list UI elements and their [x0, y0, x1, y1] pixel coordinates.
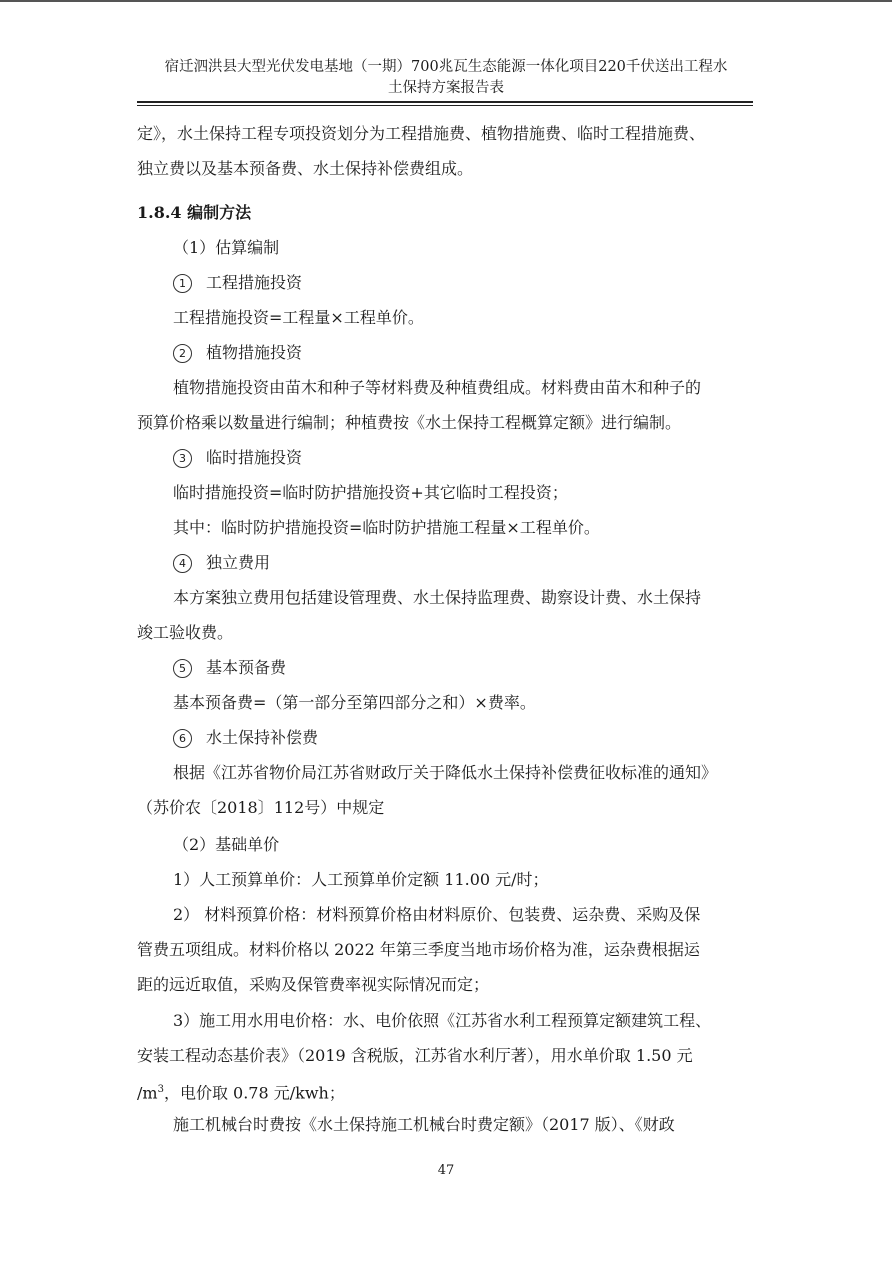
header-rule-thick: [137, 101, 753, 103]
header-line-2: 土保持方案报告表: [388, 80, 504, 96]
text-line: 距的远近取值，采购及保管费率视实际情况而定；: [137, 975, 490, 994]
text-line: （苏价农〔2018〕112号）中规定: [137, 798, 385, 817]
text-line: 竣工验收费。: [137, 623, 234, 642]
text-line: 工程措施投资=工程量×工程单价。: [173, 308, 424, 327]
text-line: 预算价格乘以数量进行编制；种植费按《水土保持工程概算定额》进行编制。: [137, 413, 682, 432]
top-border: [0, 0, 892, 2]
text-line: 其中：临时防护措施投资=临时防护措施工程量×工程单价。: [173, 518, 600, 537]
text-line: 安装工程动态基价表》（2019 含税版，江苏省水利厅著），用水单价取 1.50 元: [137, 1046, 693, 1065]
page-number: 47: [437, 1163, 455, 1178]
list-item: 3 临时措施投资: [173, 448, 757, 468]
text-line: $/m^3$，电价取 0.78 元/kwh；: [137, 1083, 345, 1103]
circled-number: 4: [173, 554, 192, 573]
text-line: 根据《江苏省物价局江苏省财政厅关于降低水土保持补偿费征收标准的通知》: [173, 763, 718, 782]
circled-number: 1: [173, 274, 192, 293]
text-line: 3）施工用水用电价格：水、电价依照《江苏省水利工程预算定额建筑工程、: [173, 1011, 712, 1030]
circled-number: 6: [173, 729, 192, 748]
header-line-1: 宿迁泗洪县大型光伏发电基地（一期）700兆瓦生态能源一体化项目220千伏送出工程水: [164, 59, 728, 75]
text-line: 本方案独立费用包括建设管理费、水土保持监理费、勘察设计费、水土保持: [173, 588, 702, 607]
text-line: 2） 材料预算价格：材料预算价格由材料原价、包装费、运杂费、采购及保: [173, 905, 701, 924]
list-item: 6 水土保持补偿费: [173, 728, 757, 748]
text-line: 独立费以及基本预备费、水土保持补偿费组成。: [137, 159, 474, 178]
list-item: 1 工程措施投资: [173, 273, 757, 293]
text-line: 定》，水土保持工程专项投资划分为工程措施费、植物措施费、临时工程措施费、: [137, 124, 706, 143]
section-heading: 1.8.4 编制方法: [137, 203, 252, 222]
text-line: 植物措施投资由苗木和种子等材料费及种植费组成。材料费由苗木和种子的: [173, 378, 702, 397]
circled-number: 2: [173, 344, 192, 363]
circled-number: 3: [173, 449, 192, 468]
text-line: 管费五项组成。材料价格以 2022 年第三季度当地市场价格为准，运杂费根据运: [137, 940, 700, 959]
text-line: 基本预备费=（第一部分至第四部分之和）×费率。: [173, 693, 536, 712]
page-header: [130, 57, 762, 99]
circled-number: 5: [173, 659, 192, 678]
text-line: 1）人工预算单价：人工预算单价定额 11.00 元/时；: [173, 870, 549, 889]
text-line: （2）基础单价: [173, 835, 280, 854]
text-line: 临时措施投资=临时防护措施投资+其它临时工程投资；: [173, 483, 568, 502]
list-item: 4 独立费用: [173, 553, 757, 573]
text-line: 施工机械台时费按《水土保持施工机械台时费定额》（2017 版）、《财政: [173, 1115, 675, 1134]
text-line: （1）估算编制: [173, 238, 280, 257]
list-item: 2 植物措施投资: [173, 343, 757, 363]
header-rule-thin: [137, 105, 753, 106]
list-item: 5 基本预备费: [173, 658, 757, 678]
